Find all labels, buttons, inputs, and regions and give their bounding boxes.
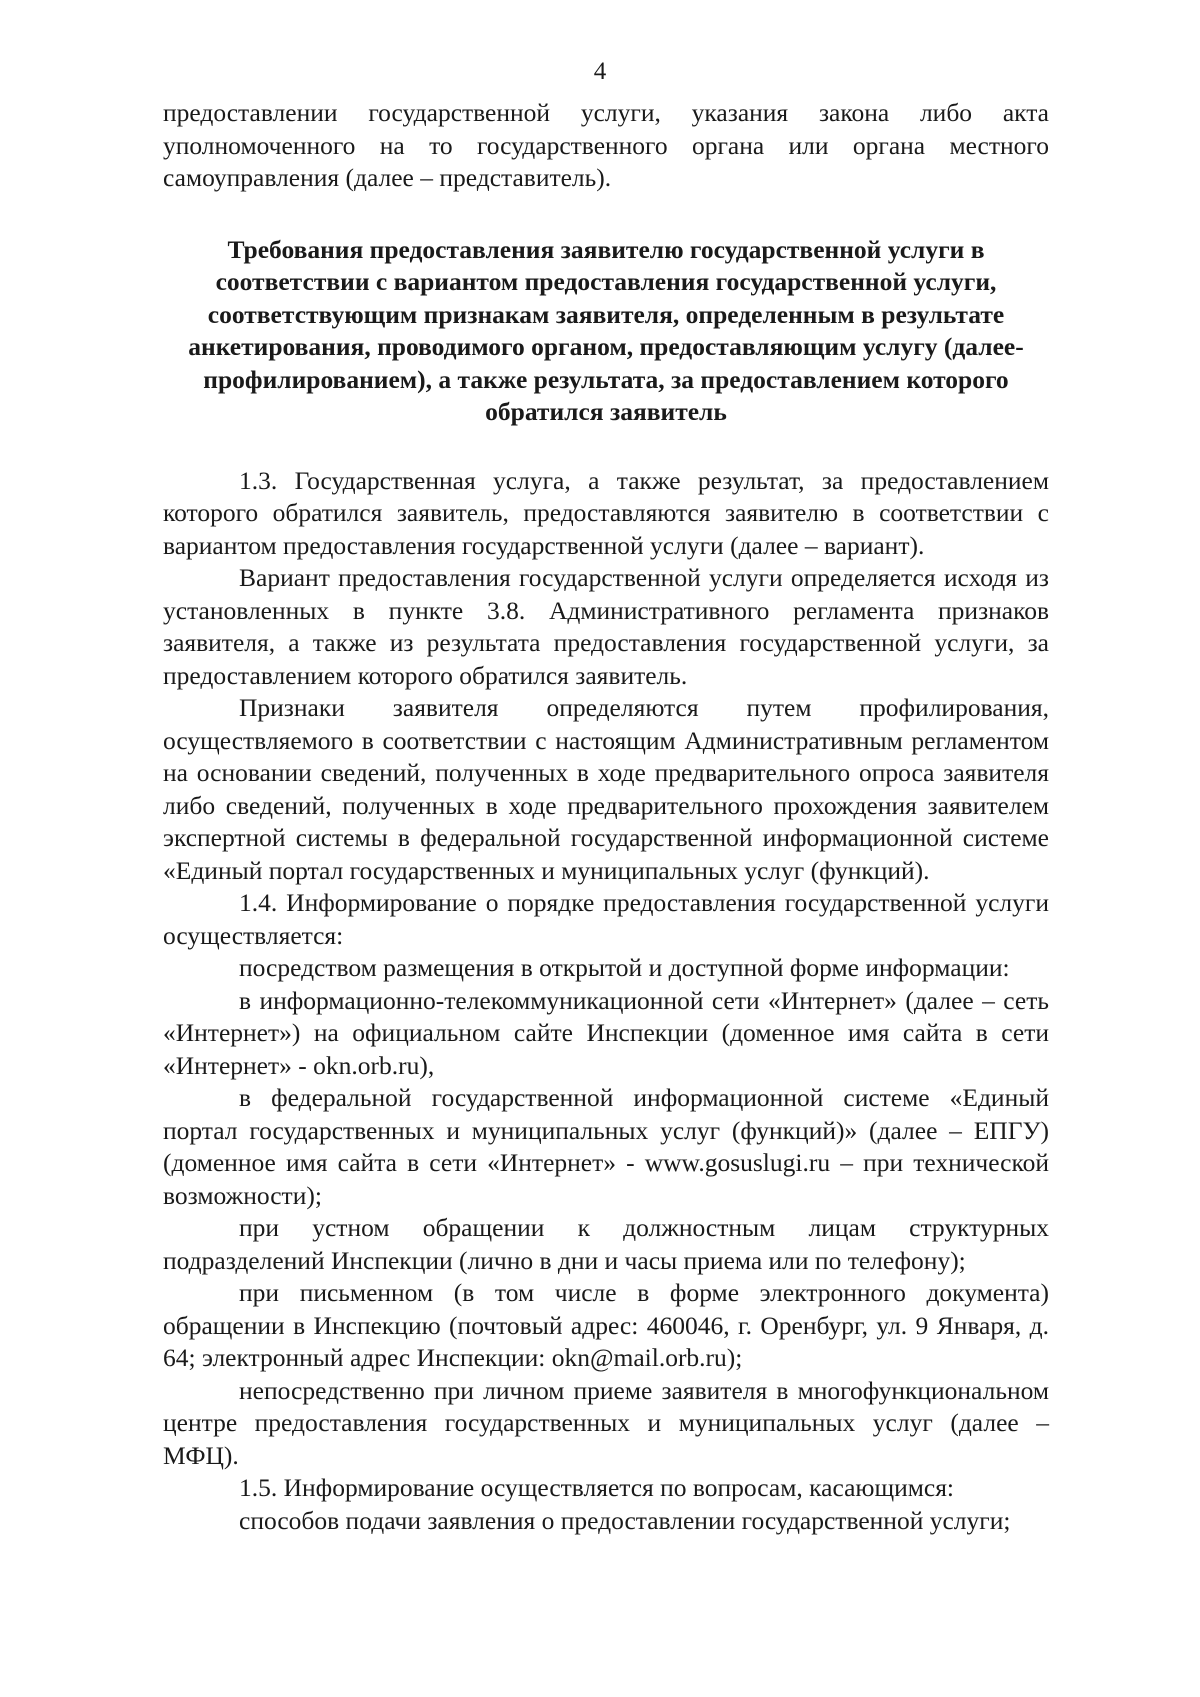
paragraph-mfc: непосредственно при личном приеме заявителя в многофункциональном центре предоставления государственных и муниципальных услуг (далее – МФЦ). [163,1375,1049,1470]
paragraph-internet: в информационно-телекоммуникационной сети «Интернет» (далее – сеть «Интернет») на официальном сайте Инспекции (доменное имя сайта в сети «Интернет» - okn.orb.ru), [163,985,1049,1080]
paragraph-1-5: 1.5. Информирование осуществляется по вопросам, касающимся: [239,1473,955,1502]
heading-line: соответствующим признакам заявителя, определенным в результате [207,299,1005,329]
heading-line: анкетирования, проводимого органом, предоставляющим услугу (далее- [188,332,1024,361]
paragraph-placement: посредством размещения в открытой и доступной форме информации: [239,953,1010,982]
page-number: 4 [593,58,607,85]
paragraph-variant: Вариант предоставления государственной услуги определяется исходя из установленных в пункте 3.8. Административного регламента признаков заявителя, а также из результата предоставления государственной услуги, за предоставлением которого обратился заявитель. [163,563,1049,690]
paragraph-applicant-attributes: Признаки заявителя определяются путем профилирования, осуществляемого в соответствии с настоящим Административным регламентом на основании сведений, полученных в ходе предварительного опроса заявителя либо сведений, полученных в ходе предварительного прохождения заявителем экспертной системы в федеральной государственной информационной системе «Единый портал государственных и муниципальных услуг (функций). [163,693,1049,885]
heading-line: профилированием), а также результата, за предоставлением которого [203,364,1009,394]
document-body [163,97,1049,1537]
paragraph-oral-request: при устном обращении к должностным лицам структурных подразделений Инспекции (лично в дни и часы приема или по телефону); [163,1213,1049,1275]
intro-paragraph: предоставлении государственной услуги, указания закона либо акта уполномоченного на то государственного органа или органа местного самоуправления (далее – представитель). [163,98,1049,192]
section-heading [163,234,1049,429]
heading-line: соответствии с вариантом предоставления государственной услуги, [215,267,997,296]
paragraph-1-4: 1.4. Информирование о порядке предоставления государственной услуги осуществляется: [163,888,1049,950]
paragraph-submission-methods: способов подачи заявления о предоставлении государственной услуги; [239,1505,1011,1535]
heading-line: Требования предоставления заявителю государственной услуги в [227,234,985,264]
paragraph-epgu: в федеральной государственной информационной системе «Единый портал государственных и муниципальных услуг (функций)» (далее – ЕПГУ) (доменное имя сайта в сети «Интернет» - www.gosuslugi.ru – при технической возможности); [163,1083,1049,1210]
paragraph-1-3: 1.3. Государственная услуга, а также результат, за предоставлением которого обратился заявитель, предоставляются заявителю в соответствии с вариантом предоставления государственной услуги (далее – вариант). [163,465,1049,560]
paragraph-written-request: при письменном (в том числе в форме электронного документа) обращении в Инспекцию (почтовый адрес: 460046, г. Оренбург, ул. 9 Января, д. 64; электронный адрес Инспекции: okn@mail.orb.ru); [163,1278,1049,1372]
heading-line: обратился заявитель [485,397,727,426]
